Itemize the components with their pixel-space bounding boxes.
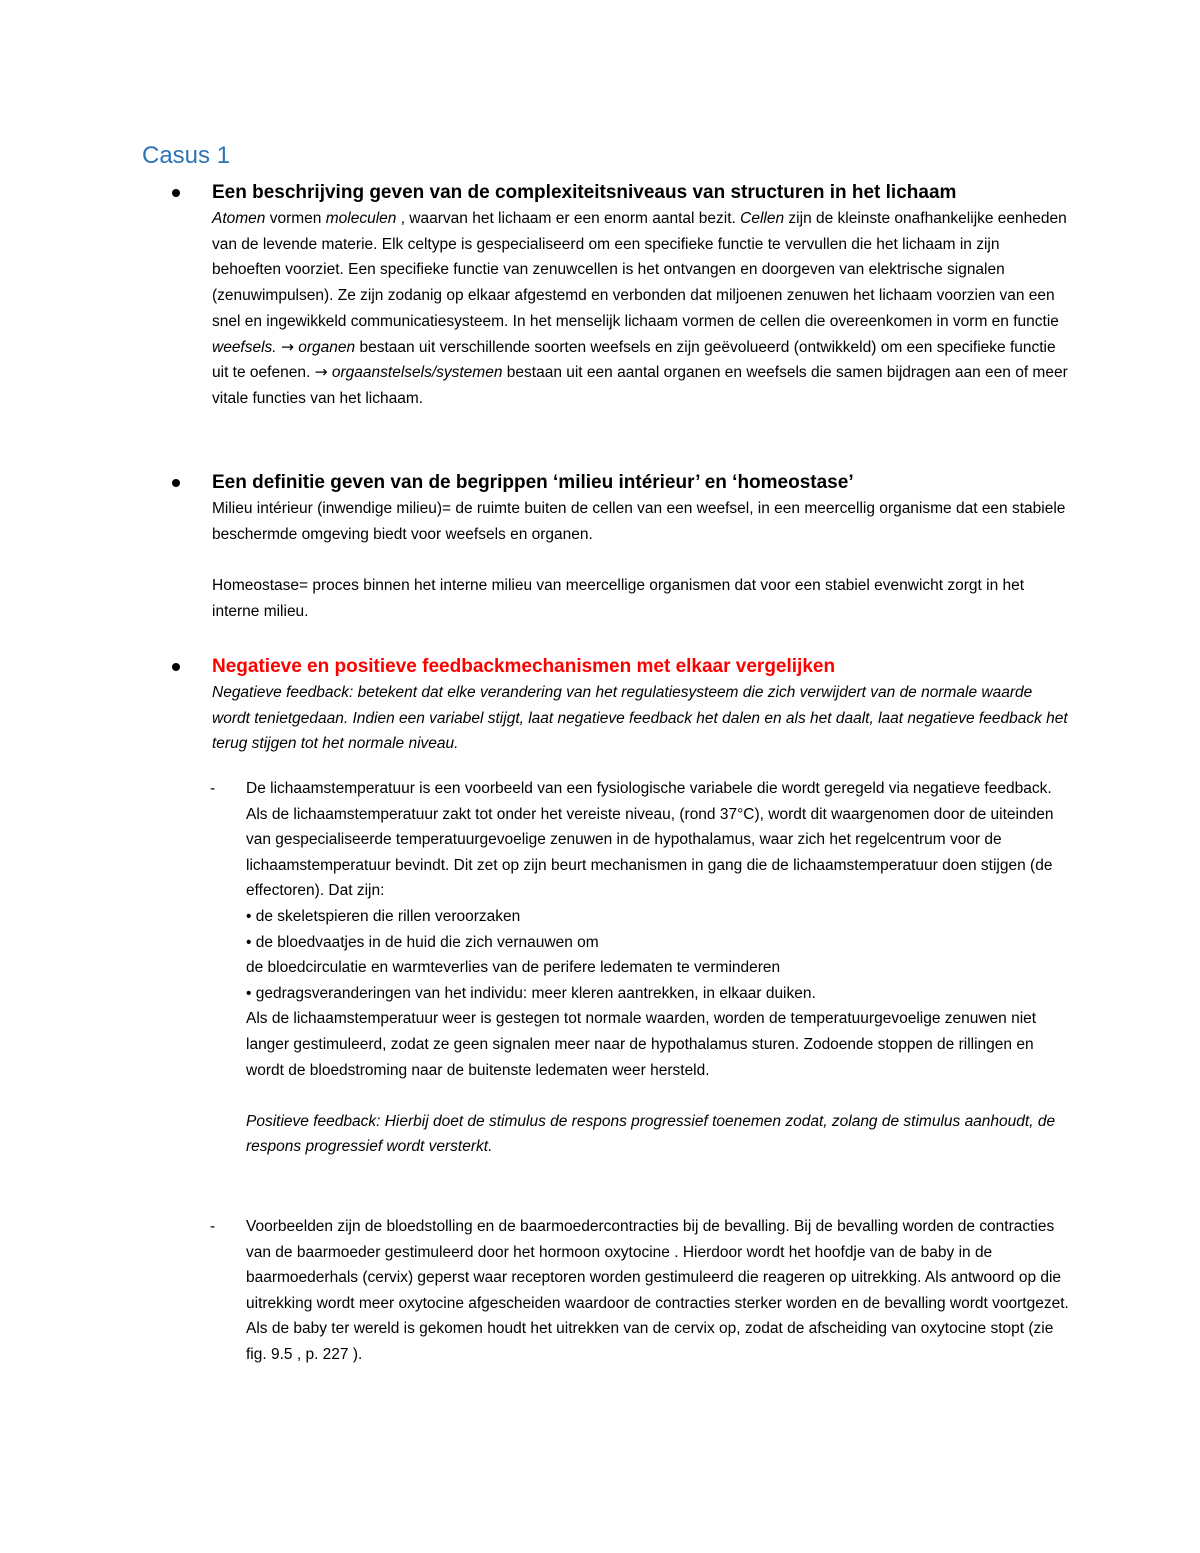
paragraph-milieu: Milieu intérieur (inwendige milieu)= de ruimte buiten de cellen van een weefsel, in een meercellig organisme dat een stabiele beschermde omgeving biedt voor weefsels en organen.	[212, 500, 1066, 543]
sub-item: • gedragsveranderingen van het individu: meer kleren aantrekken, in elkaar duiken.	[246, 984, 816, 1002]
term-cellen: Cellen	[740, 210, 785, 227]
section-heading: Een beschrijving geven van de complexiteitsniveaus van structuren in het lichaam	[212, 182, 957, 203]
term-orgaanstelsels: orgaanstelsels/systemen	[331, 364, 503, 382]
section-complexity	[172, 180, 1072, 412]
page-title: Casus 1	[142, 142, 231, 169]
list-item	[210, 776, 1070, 1160]
section-feedback	[172, 654, 1072, 757]
arrow-right-icon: →	[280, 337, 294, 356]
dash-marker: -	[210, 1218, 216, 1235]
bullet-icon	[172, 189, 180, 197]
paragraph-homeostase: Homeostase= proces binnen het interne milieu van meercellige organismen dat voor een stabiel evenwicht zorgt in het interne milieu.	[212, 577, 1025, 620]
text-run: Positieve feedback: Hierbij doet de stimulus de respons progressief toenemen zodat, zolang de stimulus aanhoudt, de respons progressief wordt versterkt.	[246, 1112, 1056, 1156]
list-item-body	[246, 1214, 1070, 1368]
paragraph	[212, 206, 1072, 412]
text-run: bestaan uit verschillende soorten weefsels en zijn geëvolueerd (ontwikkeld) om een specifieke functie uit te oefenen.	[212, 338, 1056, 382]
bullet-icon	[172, 663, 180, 671]
text-run: Negatieve feedback: betekent dat elke verandering van het regulatiesysteem die zich verwijdert van de normale waarde wordt tenietgedaan. Indien een variabel stijgt, laat negatieve feedback het dalen en als het daalt, laat negatieve feedback het terug stijgen tot het normale niveau.	[212, 684, 1068, 753]
bullet-icon	[172, 479, 180, 487]
paragraph: Als de lichaamstemperatuur weer is gestegen tot normale waarden, worden de temperatuurgevoelige zenuwen niet langer gestimuleerd, zodat ze geen signalen meer naar de hypothalamus sturen. Zodoende stoppen de rillingen en wordt de bloedstroming naar de buitenste ledematen weer hersteld.	[246, 1010, 1037, 1079]
list-item	[210, 1214, 1070, 1368]
dash-marker: -	[210, 780, 216, 797]
term-moleculen: moleculen	[325, 210, 397, 227]
section-heading: Een definitie geven van de begrippen ‘milieu intérieur’ en ‘homeostase’	[212, 472, 854, 493]
sub-item: • de bloedvaatjes in de huid die zich vernauwen om	[246, 933, 599, 951]
paragraph: De lichaamstemperatuur is een voorbeeld van een fysiologische variabele die wordt geregeld via negatieve feedback. Als de lichaamstemperatuur zakt tot onder het vereiste niveau, (rond 37°C), wordt dit waargenomen door de uiteinden van gespecialiseerde temperatuurgevoelige zenuwen in de hypothalamus, waar zich het regelcentrum voor de lichaamstemperatuur bevindt. Dit zet op zijn beurt mechanismen in gang die de lichaamstemperatuur doen stijgen (de effectoren). Dat zijn:	[246, 780, 1054, 900]
section-body	[212, 496, 1072, 625]
paragraph: Voorbeelden zijn de bloedstolling en de baarmoedercontracties bij de bevalling. Bij de bevalling worden de contracties van de baarmoeder gestimuleerd door het hormoon oxytocine . Hierdoor wordt het hoofdje van de baby in de baarmoederhals (cervix) geperst waar receptoren worden gestimuleerd die reageren op uitrekking. Als antwoord op die uitrekking wordt meer oxytocine afgescheiden waardoor de contracties sterker worden en de bevalling wordt voortgezet. Als de baby ter wereld is gekomen houdt het uitrekken van de cervix op, zodat de afscheiding van oxytocine stopt (zie fig. 9.5 , p. 227 ).	[246, 1218, 1069, 1363]
term-atomen: Atomen	[212, 210, 266, 227]
text-run: zijn de kleinste onafhankelijke eenheden van de levende materie. Elk celtype is gespecialiseerd om een specifieke functie te vervullen die het lichaam in zijn behoeften voorziet. Een specifieke functie van zenuwcellen is het ontvangen en doorgeven van elektrische signalen (zenuwimpulsen). Ze zijn zodanig op elkaar afgestemd en verbonden dat miljoenen zenuwen het lichaam voorzien van een snel en ingewikkeld communicatiesysteem. In het menselijk lichaam vormen de cellen die overeenkomen in vorm en functie	[212, 210, 1067, 330]
section-definitions	[172, 470, 1072, 625]
term-organen: organen	[298, 338, 356, 356]
arrow-right-icon: →	[314, 363, 328, 382]
section-body	[212, 206, 1072, 412]
sub-item: de bloedcirculatie en warmteverlies van de perifere ledematen te verminderen	[246, 959, 781, 977]
text-run: bestaan uit een aantal organen en weefsels die samen bijdragen aan een of meer vitale functies van het lichaam.	[212, 364, 1068, 407]
paragraph-negative-feedback	[212, 680, 1072, 757]
text-run: vormen	[265, 210, 326, 227]
text-run: , waarvan het lichaam er een enorm aantal bezit.	[396, 210, 741, 227]
list-item-body	[246, 776, 1070, 1160]
paragraph-positive-feedback	[246, 1109, 1070, 1160]
section-body	[212, 680, 1072, 757]
sub-item: • de skeletspieren die rillen veroorzaken	[246, 907, 521, 925]
term-weefsels: weefsels.	[212, 338, 277, 356]
section-heading: Negatieve en positieve feedbackmechanismen met elkaar vergelijken	[212, 656, 836, 677]
